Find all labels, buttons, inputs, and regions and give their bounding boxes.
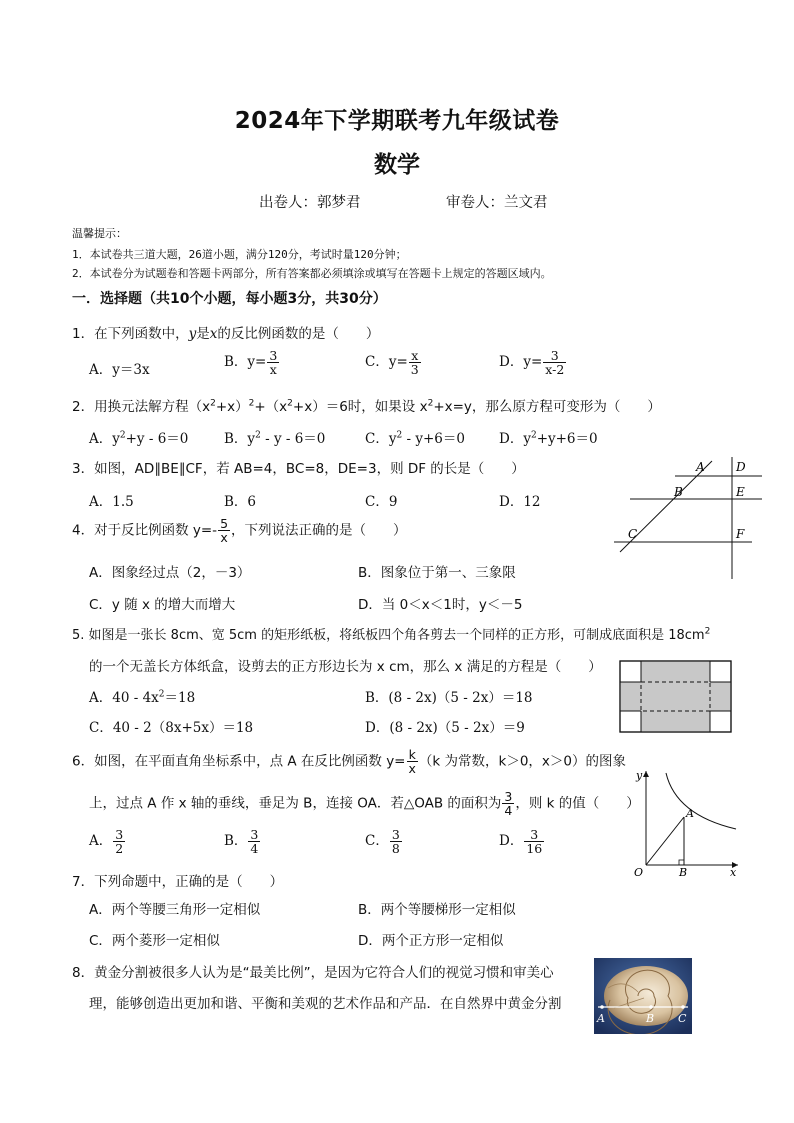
question-4-stem: 4．对于反比例函数 y=- $\frac{5}{x}$ ，下列说法正确的是（ ）: [72, 516, 407, 545]
tips-heading: 温馨提示：: [72, 227, 127, 240]
question-6-line-2: 上，过点 A 作 x 轴的垂线，垂足为 B，连接 OA．若△OAB 的面积为 $\frac{3}{4}$ ，则 k 的值（ ）: [89, 789, 640, 818]
q3-option-b[interactable]: B．6: [224, 494, 257, 510]
q6-option-d[interactable]: D． $\frac{3}{16}$: [499, 827, 543, 856]
q8-nautilus-shell-image: [594, 958, 692, 1034]
q6-option-c[interactable]: C． $\frac{3}{8}$: [365, 827, 400, 856]
tip-item-1: 1．本试卷共三道大题，26道小题，满分120分，考试时量120分钟；: [72, 248, 407, 261]
exam-title: 2024年下学期联考九年级试卷: [234, 108, 560, 134]
q4-option-a[interactable]: A．图象经过点（2，－3）: [89, 565, 251, 581]
question-5-line-1: 5. 如图是一张长 8cm、宽 5cm 的矩形纸板，将纸板四个角各剪去一个同样的正方形，可制成底面积是 $18cm^2$: [72, 626, 711, 643]
q3-parallel-lines-figure: [612, 455, 762, 583]
author-line: 出卷人：郭梦君: [259, 195, 361, 211]
label-a: A: [696, 460, 705, 474]
shell-label-b: B: [646, 1012, 655, 1025]
q4-option-b[interactable]: B．图象位于第一、三象限: [358, 565, 516, 581]
shell-label-c: C: [678, 1012, 687, 1025]
q7-option-d[interactable]: D．两个正方形一定相似: [358, 933, 504, 949]
segment-oa: [646, 817, 684, 865]
subject-title: 数学: [374, 152, 420, 178]
right-angle-mark: [679, 860, 684, 865]
q5-cardboard-figure: [619, 660, 733, 734]
section-heading: 一．选择题（共10个小题，每小题3分，共30分）: [72, 291, 387, 307]
q1-option-b[interactable]: B．y= $\frac{3}{x}$: [224, 348, 278, 377]
q7-option-b[interactable]: B．两个等腰梯形一定相似: [358, 902, 516, 918]
q5-option-b[interactable]: B．(8 - 2x)（5 - 2x）＝18: [365, 690, 533, 706]
q3-option-d[interactable]: D．12: [499, 494, 541, 510]
hyperbola-curve: [666, 773, 736, 829]
shell-label-a: A: [597, 1012, 605, 1025]
q3-option-c[interactable]: C．9: [365, 494, 398, 510]
q2-option-d[interactable]: D．$y^2+y+6=0$: [499, 430, 598, 447]
tip-item-2: 2．本试卷分为试题卷和答题卡两部分，所有答案都必须填涂或填写在答题卡上规定的答题区域内。: [72, 267, 552, 280]
q5-option-c[interactable]: C．40 - 2（8x+5x）＝18: [89, 720, 254, 736]
q6-option-b[interactable]: B． $\frac{3}{4}$: [224, 827, 259, 856]
shaded-middle-horizontal: [620, 682, 731, 711]
q7-option-a[interactable]: A．两个等腰三角形一定相似: [89, 902, 261, 918]
label-origin: O: [634, 866, 644, 877]
q6-coordinate-figure: [626, 765, 742, 877]
label-b: B: [674, 485, 683, 499]
q2-option-c[interactable]: C．$y^2 - y+6=0$: [365, 430, 465, 447]
label-x-axis: x: [730, 866, 737, 877]
question-3-stem: 3．如图，AD∥BE∥CF，若 AB=4，BC=8，DE=3，则 DF 的长是（ ）: [72, 461, 525, 477]
label-point-a: A: [686, 807, 694, 820]
question-8-line-2: 理，能够创造出更加和谐、平衡和美观的艺术作品和产品．在自然界中黄金分割: [89, 996, 562, 1012]
label-y-axis: y: [636, 769, 643, 782]
question-5-line-2: 的一个无盖长方体纸盒，设剪去的正方形边长为 x cm，那么 x 满足的方程是（ ）: [89, 659, 602, 675]
q1-option-c[interactable]: C．y= $\frac{x}{3}$: [365, 348, 419, 377]
label-point-b: B: [679, 866, 688, 877]
reviewer-line: 审卷人：兰文君: [446, 195, 548, 211]
q3-option-a[interactable]: A．1.5: [89, 494, 134, 510]
q5-option-d[interactable]: D．(8 - 2x)（5 - 2x）＝9: [365, 720, 525, 736]
label-f: F: [736, 527, 745, 541]
question-2-stem: 2．用换元法解方程$(x^2+x)^2+(x^2+x)=6$时，如果设 $x^2+x=y$，那么原方程可变形为（ ）: [72, 398, 661, 415]
q2-option-a[interactable]: A．$y^2+y - 6=0$: [89, 430, 189, 447]
q4-option-c[interactable]: C．y 随 x 的增大而增大: [89, 597, 236, 613]
label-e: E: [736, 485, 745, 499]
label-d: D: [736, 460, 746, 474]
q5-option-a[interactable]: A．$40 - 4x^2=18$: [89, 689, 196, 706]
label-c: C: [628, 527, 638, 541]
question-1-stem: 1．在下列函数中，y是x的反比例函数的是（ ）: [72, 326, 380, 342]
q1-option-a[interactable]: A．y＝3x: [89, 362, 150, 378]
question-6-line-1: 6．如图，在平面直角坐标系中，点 A 在反比例函数 y= $\frac{k}{x}$ （k 为常数，k＞0，x＞0）的图象: [72, 747, 627, 776]
question-7-stem: 7．下列命题中，正确的是（ ）: [72, 874, 284, 890]
q2-option-b[interactable]: B．$y^2 - y - 6=0$: [224, 430, 326, 447]
q6-option-a[interactable]: A． $\frac{3}{2}$: [89, 827, 124, 856]
q1-option-d[interactable]: D．y= $\frac{3}{x-2}$: [499, 348, 565, 377]
question-8-line-1: 8．黄金分割被很多人认为是“最美比例”，是因为它符合人们的视觉习惯和审美心: [72, 965, 554, 981]
q7-option-c[interactable]: C．两个菱形一定相似: [89, 933, 220, 949]
q4-option-d[interactable]: D．当 0＜x＜1时，y＜－5: [358, 597, 523, 613]
